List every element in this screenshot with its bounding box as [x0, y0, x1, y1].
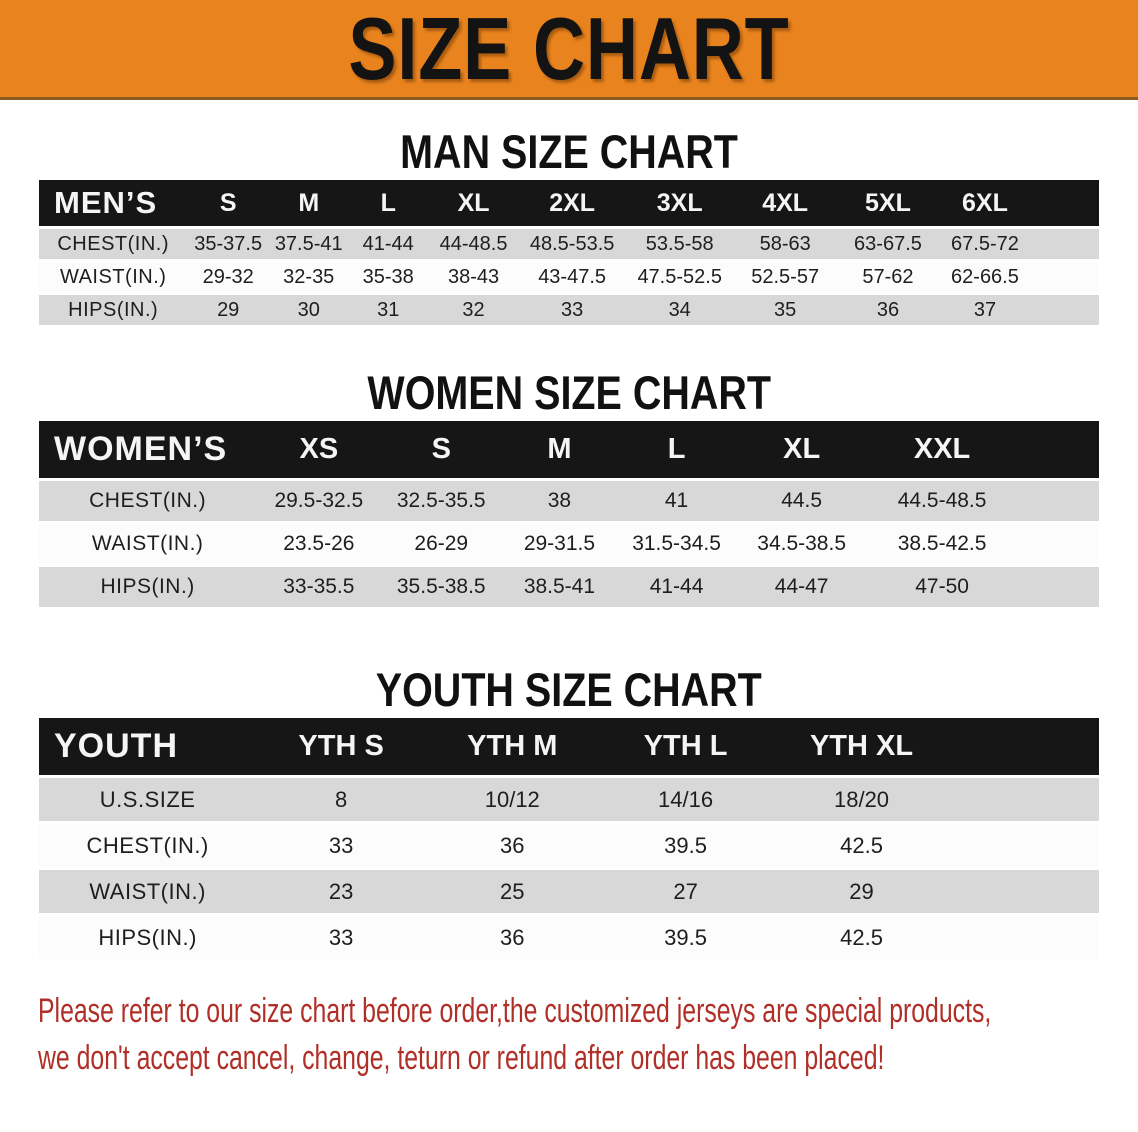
size-value-cell: 52.5-57	[734, 262, 836, 292]
disclaimer-line-1: Please refer to our size chart before order,the customized jerseys are special products,	[38, 992, 992, 1030]
size-value-cell: 35	[734, 295, 836, 325]
spacer-cell	[1030, 180, 1099, 226]
column-header: YTH M	[426, 718, 599, 775]
size-value-cell: 14/16	[599, 778, 773, 821]
row-label: HIPS(IN.)	[39, 916, 256, 959]
size-value-cell: 35-37.5	[187, 229, 269, 259]
column-header: YOUTH	[39, 718, 256, 775]
women-size-table	[39, 418, 1099, 610]
spacer-cell	[1016, 481, 1099, 521]
table-row	[39, 778, 1099, 821]
table-row	[39, 481, 1099, 521]
size-value-cell: 44-47	[735, 567, 868, 607]
women-heading-text: WOMEN SIZE CHART	[367, 366, 771, 419]
size-value-cell: 32-35	[269, 262, 348, 292]
size-value-cell: 36	[836, 295, 940, 325]
man-size-chart-heading	[0, 127, 1138, 177]
row-label: HIPS(IN.)	[39, 295, 187, 325]
table-row	[39, 229, 1099, 259]
size-value-cell: 62-66.5	[940, 262, 1030, 292]
size-value-cell: 29-32	[187, 262, 269, 292]
column-header: YTH L	[599, 718, 773, 775]
size-value-cell: 63-67.5	[836, 229, 940, 259]
row-label: HIPS(IN.)	[39, 567, 256, 607]
size-value-cell: 53.5-58	[625, 229, 734, 259]
column-header: 3XL	[625, 180, 734, 226]
size-value-cell: 35.5-38.5	[381, 567, 501, 607]
women-size-chart-heading	[0, 368, 1138, 418]
size-value-cell: 38.5-41	[501, 567, 618, 607]
row-label: CHEST(IN.)	[39, 481, 256, 521]
size-value-cell: 34	[625, 295, 734, 325]
column-header: XS	[256, 421, 381, 478]
size-value-cell: 47.5-52.5	[625, 262, 734, 292]
size-value-cell: 29-31.5	[501, 524, 618, 564]
size-value-cell: 33	[256, 916, 426, 959]
size-value-cell: 57-62	[836, 262, 940, 292]
size-value-cell: 38	[501, 481, 618, 521]
column-header: M	[501, 421, 618, 478]
size-value-cell: 32	[428, 295, 519, 325]
spacer-cell	[951, 916, 1099, 959]
row-label: CHEST(IN.)	[39, 229, 187, 259]
size-value-cell: 36	[426, 824, 599, 867]
row-label: CHEST(IN.)	[39, 824, 256, 867]
banner-title: SIZE CHART	[348, 0, 790, 98]
spacer-cell	[1030, 262, 1099, 292]
row-label: U.S.SIZE	[39, 778, 256, 821]
size-value-cell: 23	[256, 870, 426, 913]
column-header: 5XL	[836, 180, 940, 226]
table-row	[39, 870, 1099, 913]
size-value-cell: 23.5-26	[256, 524, 381, 564]
size-value-cell: 67.5-72	[940, 229, 1030, 259]
spacer-cell	[1016, 567, 1099, 607]
size-value-cell: 29	[772, 870, 950, 913]
disclaimer-line-2: we don't accept cancel, change, teturn or refund after order has been placed!	[38, 1039, 885, 1077]
column-header: S	[187, 180, 269, 226]
size-value-cell: 41	[618, 481, 736, 521]
spacer-cell	[951, 778, 1099, 821]
size-value-cell: 36	[426, 916, 599, 959]
column-header: XXL	[868, 421, 1016, 478]
column-header: 6XL	[940, 180, 1030, 226]
spacer-cell	[1016, 421, 1099, 478]
row-label: WAIST(IN.)	[39, 870, 256, 913]
size-value-cell: 26-29	[381, 524, 501, 564]
man-heading-text: MAN SIZE CHART	[400, 125, 738, 178]
size-value-cell: 34.5-38.5	[735, 524, 868, 564]
row-label: WAIST(IN.)	[39, 524, 256, 564]
column-header: L	[618, 421, 736, 478]
size-value-cell: 10/12	[426, 778, 599, 821]
table-row	[39, 524, 1099, 564]
size-value-cell: 33	[256, 824, 426, 867]
size-value-cell: 44.5	[735, 481, 868, 521]
women-header-row	[39, 421, 1099, 478]
size-value-cell: 27	[599, 870, 773, 913]
column-header: MEN’S	[39, 180, 187, 226]
size-value-cell: 37	[940, 295, 1030, 325]
size-value-cell: 8	[256, 778, 426, 821]
column-header: L	[348, 180, 427, 226]
spacer-cell	[951, 718, 1099, 775]
size-value-cell: 29.5-32.5	[256, 481, 381, 521]
youth-size-chart-heading	[0, 665, 1138, 715]
spacer-cell	[951, 824, 1099, 867]
spacer-cell	[1030, 229, 1099, 259]
size-value-cell: 18/20	[772, 778, 950, 821]
column-header: M	[269, 180, 348, 226]
size-value-cell: 43-47.5	[519, 262, 625, 292]
column-header: WOMEN’S	[39, 421, 256, 478]
size-value-cell: 39.5	[599, 824, 773, 867]
spacer-cell	[1016, 524, 1099, 564]
youth-size-table	[39, 715, 1099, 962]
size-value-cell: 25	[426, 870, 599, 913]
youth-header-row	[39, 718, 1099, 775]
size-value-cell: 29	[187, 295, 269, 325]
row-label: WAIST(IN.)	[39, 262, 187, 292]
size-value-cell: 48.5-53.5	[519, 229, 625, 259]
table-row	[39, 295, 1099, 325]
column-header: XL	[735, 421, 868, 478]
column-header: YTH XL	[772, 718, 950, 775]
size-value-cell: 38-43	[428, 262, 519, 292]
size-value-cell: 31	[348, 295, 427, 325]
size-value-cell: 38.5-42.5	[868, 524, 1016, 564]
size-value-cell: 35-38	[348, 262, 427, 292]
size-value-cell: 58-63	[734, 229, 836, 259]
size-value-cell: 44-48.5	[428, 229, 519, 259]
disclaimer-note	[38, 988, 1138, 1082]
column-header: S	[381, 421, 501, 478]
size-value-cell: 30	[269, 295, 348, 325]
table-row	[39, 567, 1099, 607]
table-row	[39, 262, 1099, 292]
men-size-table	[39, 177, 1099, 328]
men-header-row	[39, 180, 1099, 226]
column-header: XL	[428, 180, 519, 226]
size-value-cell: 33-35.5	[256, 567, 381, 607]
table-row	[39, 824, 1099, 867]
size-value-cell: 42.5	[772, 824, 950, 867]
size-chart-banner	[0, 0, 1138, 100]
column-header: 2XL	[519, 180, 625, 226]
spacer-cell	[1030, 295, 1099, 325]
spacer-cell	[951, 870, 1099, 913]
size-value-cell: 33	[519, 295, 625, 325]
size-value-cell: 44.5-48.5	[868, 481, 1016, 521]
size-value-cell: 41-44	[618, 567, 736, 607]
size-value-cell: 31.5-34.5	[618, 524, 736, 564]
size-value-cell: 39.5	[599, 916, 773, 959]
column-header: 4XL	[734, 180, 836, 226]
size-value-cell: 42.5	[772, 916, 950, 959]
column-header: YTH S	[256, 718, 426, 775]
size-value-cell: 47-50	[868, 567, 1016, 607]
size-value-cell: 41-44	[348, 229, 427, 259]
youth-heading-text: YOUTH SIZE CHART	[375, 663, 763, 716]
table-row	[39, 916, 1099, 959]
size-value-cell: 32.5-35.5	[381, 481, 501, 521]
size-value-cell: 37.5-41	[269, 229, 348, 259]
